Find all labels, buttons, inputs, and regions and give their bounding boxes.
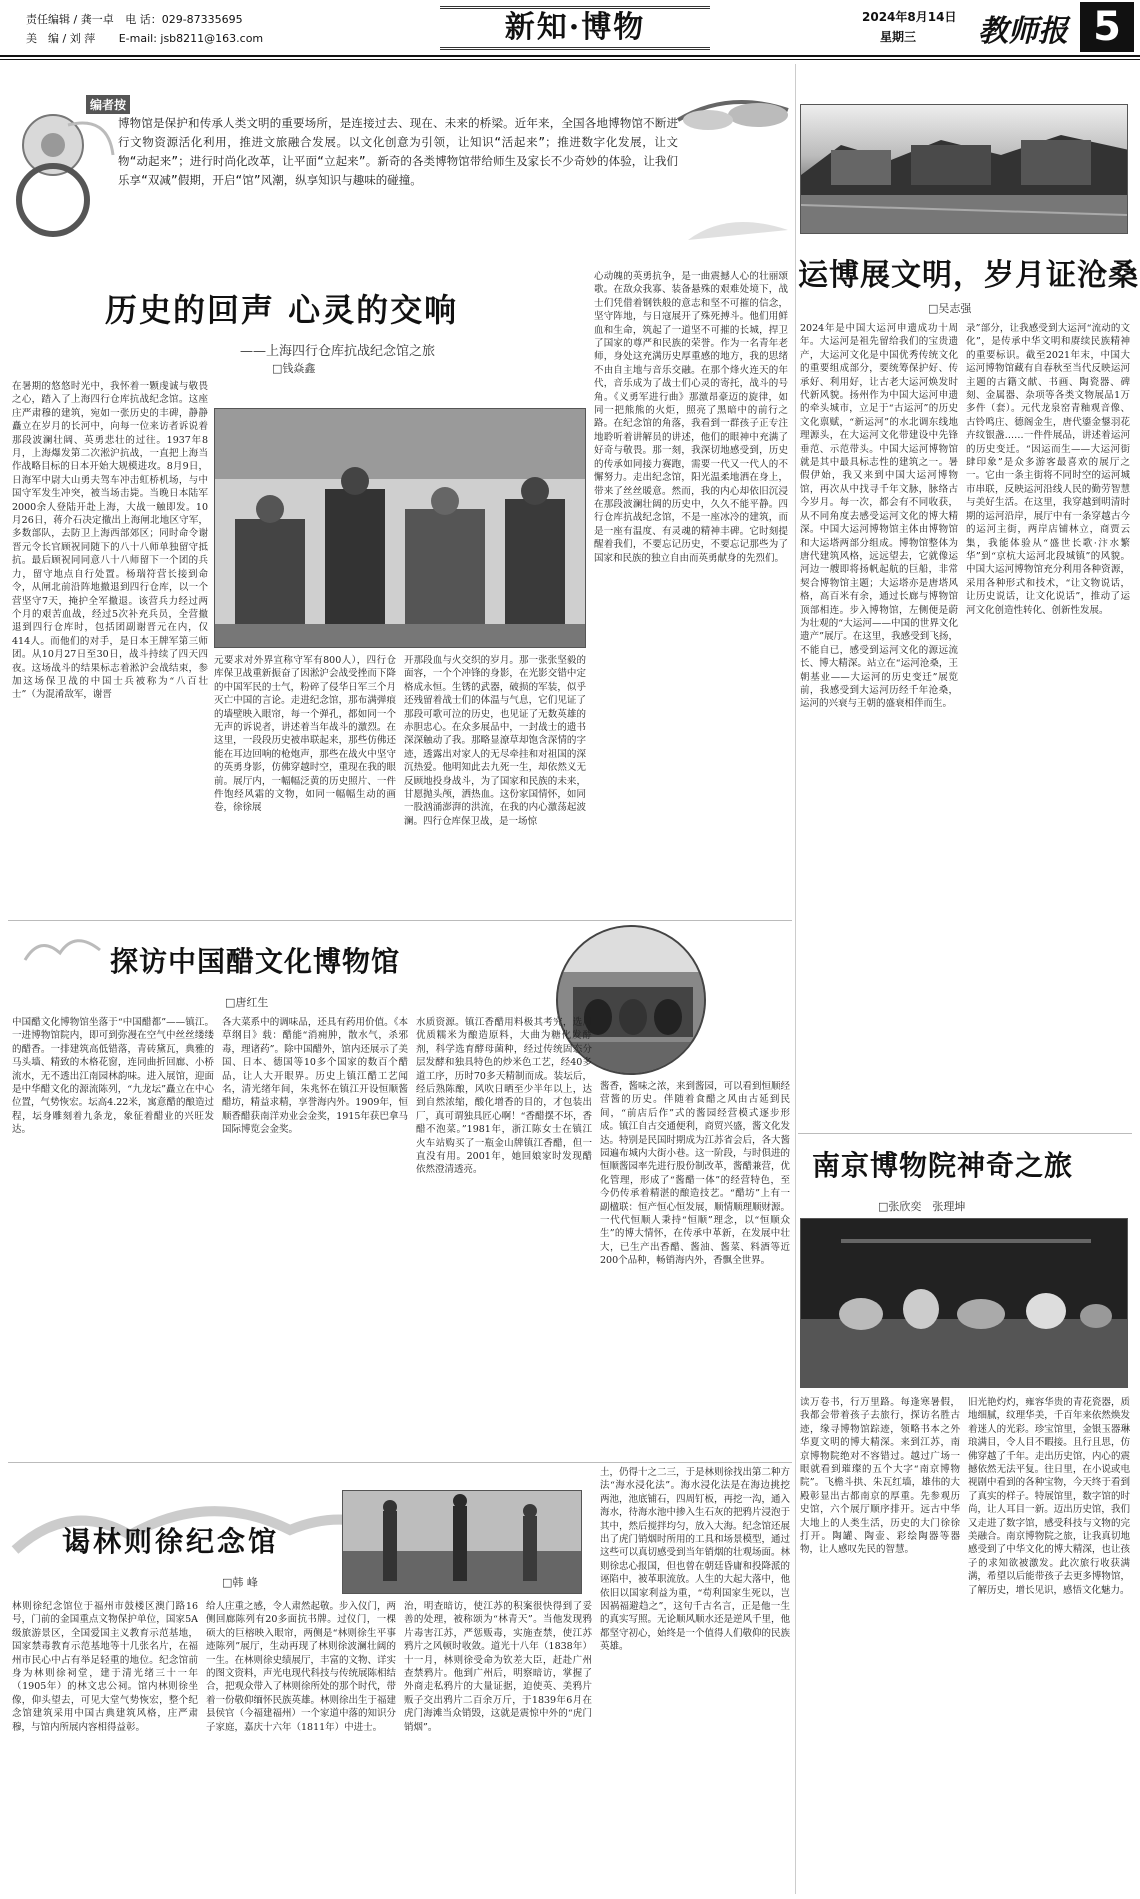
masthead-rule-thin (0, 59, 1140, 60)
article5-author: □韩 峰 (222, 1576, 258, 1589)
section-banner (440, 6, 710, 50)
article1-col1: 在暑期的悠悠时光中，我怀着一颗虔诚与敬畏之心，踏入了上海四行仓库抗战纪念馆。这座庄严肃穆的建筑，宛如一张历史的丰碑，静静矗立在岁月的长河中，向每一位来访者诉说着那段波澜壮阔、英勇悲壮的过往。1937年8月，上海爆发第二次淞沪抗战，一直把上海当作战略目标的日本开始大规模进攻。8月9日，日海军中尉大山勇夫驾车冲击虹桥机场，与中国守军发生冲突，被当场击毙。当晚日本陆军2000余人登陆开赴上海，大战一触即发。10月26日，蒋介石决定撤出上海闸北地区守军，多数部队，去防卫上海西部郊区；同时命令谢晋元令长官顾祝同随下的八十八师单独留守抵抗。最后顾祝同同意八十八师留下一个团的兵力，留守地点自行处置。杨瑞符营长接到命令，从闸北前沿阵地撤退到四行仓库，以一个营坚守7天，掩护全军撤退。该营兵力经过两个月的艰苦血战，经过5次补充兵员，全营撤退到四行仓库时，包括团副谢晋元在内，仅414人。而他们的对手，是日本王牌军第三师团。从10月27日至30日，战斗持续了四天四夜。这场战斗的结果标志着淞沪会战结束，参加这场保卫战的中国士兵被称为“八百壮士”（为混淆敌军，谢晋 (12, 381, 208, 701)
issue-date: 2024年8月14日 (862, 10, 957, 24)
issue-weekday: 星期三 (880, 30, 917, 44)
editor-name-2: 美 编 / 刘 萍 (26, 32, 96, 45)
article5-col4: 土，仍得十之二三，于是林则徐找出第二种方法“海水浸化法”。海水浸化法是在海边挑挖两池，池底铺石，四周钉板，再挖一沟，通入海水，待海水池中掺入生石灰的把鸦片浸泡于其中，然后搅拌均匀，放入大海。纪念馆还展出了虎门销烟时所用的工具和场景模型，通过这些可以真切感受到当年销烟的壮观场面。林则徐忠心报国，但也曾在朝廷昏庸和投降派的诬陷中，被革职流放。人生的大起大落中，他依旧以国家利益为重，“苟利国家生死以，岂因祸福避趋之”，这句千古名言，正是他一生的真实写照。无论顺风顺水还是逆风千里，他都坚守初心，始终是一个值得人们敬仰的民族英雄。 (600, 1467, 790, 1653)
editor-line-2 (26, 30, 263, 46)
article5-col3: 治，明查暗访，使江苏的积案很快得到了妥善的处理，被称颂为“林青天”。当他发现鸦片毒害江苏，严惩贩毒，实施查禁，使江苏鸦片之风顿时收敛。道光十八年（1838年）十一月，林则徐受命为钦差大臣，赶赴广州查禁鸦片。他到广州后，明察暗访，掌握了外商走私鸦片的大量证据，迫使英、美鸦片贩子交出鸦片二百余万斤，于1839年6月在虎门海滩当众销毁，这就是震惊中外的“虎门销烟”。 (404, 1601, 592, 1733)
masthead-rule (0, 55, 1140, 57)
warehouse-sculpture-photo (214, 408, 586, 648)
article5-col1: 林则徐纪念馆位于福州市鼓楼区澳门路16号，门前的金国重点文物保护单位，国家5A级旅游景区，全国爱国主义教育示范基地，国家禁毒教育示范基地等十几张名片，在福州市民心中占有举足轻重的地位。纪念馆前身为林则徐祠堂，建于清光绪三十一年（1905年）的林文忠公祠。馆内林则徐坐像，仰头望去，可见大堂气势恢宏，整个纪念馆建筑采用中国古典建筑风格，庄严肃穆，与馆内所展内容相得益彰。 (12, 1601, 198, 1733)
article4-title: 南京博物院神奇之旅 (812, 1149, 1074, 1182)
article4-col1: 读万卷书，行万里路。每逢寒暑假，我都会带着孩子去旅行，探访名胜古迹，缘寻博物馆踪迹，领略书本之外华夏文明的博大精深。来到江苏，南京博物院绝对不容错过。越过广场一眼就看到璀璨的五个大字“南京博物院”。飞檐斗拱、朱瓦红墙，雄伟的大殿彰显出古都南京的厚重。先参观历史馆，六个展厅顺序排开。远古中华大地上的人类生活，历史的大门徐徐打开。陶罐、陶壶、彩绘陶器等器物，让人感叹先民的智慧。 (800, 1397, 960, 1556)
section-title: 新知·博物 (504, 10, 646, 45)
article5-col2: 给人庄重之感，令人肃然起敬。步入仪门，两侧回廊陈列有20多面抗书牌。过仪门，一棵硕大的巨榕映入眼帘，两侧是“林则徐生平事迹陈列”展厅，生动再现了林则徐波澜壮阔的一生。在林则徐史绩展厅，丰富的文物、详实的图文资料，声光电现代科技与传统展陈相结合，把观众带入了林则徐所处的那个时代，带着一份敬仰缅怀民族英雄。林则徐出生于福建县侯官（今福建福州）一个家道中落的知识分子家庭，嘉庆十六年（1811年）中进士。 (206, 1601, 396, 1733)
column-separator (795, 64, 796, 1894)
article1-col3: 开那段血与火交织的岁月。那一张张坚毅的面容，一个个冲锋的身影，在光影交错中定格成永恒。生锈的武器，破损的军装，似乎还残留着战士们的体温与气息，它们见证了那段可歌可泣的历史，也见证了无数英雄的赤胆忠心。在众多展品中，一封战士的遗书深深触动了我。那略显潦草却饱含深情的字迹，透露出对家人的无尽牵挂和对祖国的深沉热爱。他明知此去九死一生，却依然义无反顾地投身战斗，为了国家和民族的未来，甘愿抛头颅，洒热血。这份家国情怀，如同一股汹涌澎湃的洪流，在我的内心激荡起波澜。四行仓库保卫战，是一场惊 (404, 655, 586, 827)
pine-illustration (668, 90, 793, 250)
nanjing-museum-photo (800, 1218, 1128, 1388)
article1-col4: 心动魄的英勇抗争，是一曲震撼人心的壮丽颂歌。在敌众我寡、装备悬殊的艰难处境下，战士们凭借着钢铁般的意志和坚不可摧的信念，坚守阵地，与日寇展开了殊死搏斗。他们用鲜血和生命，筑起了一道坚不可摧的长城，捍卫了国家的尊严和民族的荣誉。作为一名青年老师，身处这充满历史厚重感的地方，我的思绪不由自主地与音乐交融。在那个烽火连天的年代，音乐成为了战士们心灵的寄托，战斗的号角。《义勇军进行曲》那激昂豪迈的旋律，如同一把熊熊的火炬，照亮了黑暗中的前行之路。在纪念馆的角落，我看到一群孩子正专注地聆听着讲解员的讲述，他们的眼神中充满了好奇与敬畏。那一刻，我深切地感受到，历史的传承如同接力赛跑，需要一代又一代人的不懈努力。走出纪念馆，阳光温柔地洒在身上，带来了丝丝暖意。然而，我的内心却依旧沉浸在那段波澜壮阔的历史中，久久不能平静。四行仓库抗战纪念馆，不是一座冰冷的建筑，而是一座有温度、有灵魂的精神丰碑。它时刻提醒着我们，不要忘记历史，不要忘记那些为了国家和民族的独立自由而英勇献身的先烈们。 (594, 271, 788, 564)
article4-author: □张欣奕 张理坤 (878, 1200, 966, 1213)
article1-author: □钱焱鑫 (272, 362, 316, 375)
article2-col1: 2024年是中国大运河申遗成功十周年。大运河是祖先留给我们的宝贵遗产，大运河文化是中国优秀传统文化的重要组成部分，要统筹保护好、传承好、利用好，让古老大运河焕发时代新风貌。扬州作为中国大运河申遗的牵头城市，立足于“古运河”的历史文化禀赋，“新运河”的水北调东线地理源头，在大运河文化带建设中先锋垂范、示范带头。中国大运河博物馆就是其中最具标志性的建筑之一。暑假伊始，我又来到中国大运河博物馆，再次从中找寻千年文脉，脉络古今岁月。每一次，都会有不同收获，从不同角度去感受运河文化的博大精深。中国大运河博物馆主体由博物馆和大运塔两部分组成。博物馆整体为唐代建筑风格，远远望去，它就像运河边一艘即将扬帆起航的巨船，非常契合博物馆主题；大运塔亦是唐塔风格，高百米有余，通过长廊与博物馆顶部相连。步入博物馆，左侧便是蔚为壮观的“大运河——中国的世界文化遗产”展厅。在这里，我感受到飞扬，不能自已，感受到运河文化的源远流长、博大精深。站立在“运河沧桑，王朝基业——大运河的历史变迁”展览前，我感受到大运河历经千年沧桑，运河的兴衰与王朝的盛衰相伴而生。 (800, 323, 958, 710)
article2-title: 运博展文明，岁月证沧桑 (798, 258, 1139, 293)
lin-zexu-hall-photo (342, 1490, 582, 1594)
divider-article4 (798, 1133, 1132, 1134)
article3-col3: 水质资源。镇江香醋用料极其考究，选用优质糯米为酿造原料，大曲为糖化发酵剂，科学选育酵母菌种，经过传统固态分层发酵和独具特色的炒米色工艺，经40多道工序，历时70多天精制而成。装坛后，经后熟陈酿，风吹日晒至少半年以上，达到自然浓缩，酸化增香的目的，才包装出厂，真可谓独具匠心啊！“香醋摆不坏，香醋不泡菜。”1981年，浙江陈女士在镇江火车站购买了一瓶金山牌镇江香醋，但一直没有用。2001年，她回娘家时发现醋依然澄清透亮。 (416, 1017, 592, 1176)
article5-title: 谒林则徐纪念馆 (62, 1525, 280, 1558)
article1-subtitle: ——上海四行仓库抗战纪念馆之旅 (240, 344, 436, 359)
intro-text: 博物馆是保护和传承人类文明的重要场所，是连接过去、现在、未来的桥梁。近年来，全国各地博物馆不断进行文物资源活化利用，推进文旅融合发展。以文化创意为引领，让知识“活起来”；推进数字化发展，让文物“动起来”；进行时尚化改革，让平面“立起来”。新奇的各类博物馆带给师生及家长不少奇妙的体验，让我们乐享“双减”假期，开启“馆”风潮，纵享知识与趣味的碰撞。 (118, 116, 678, 187)
masthead (0, 0, 1140, 60)
newspaper-logo: 教师报 (978, 14, 1068, 49)
article3-col2: 各大菜系中的调味品，还具有药用价值。《本草纲目》载：醋能“消痈肿，散水气，杀邪毒，理诸药”。除中国醋外，馆内还展示了美国、日本、德国等10多个国家的数百个醋品，让人大开眼界。历史上镇江醋工艺闻名，清光绪年间，朱兆怀在镇江开设恒顺酱醋坊，精益求精，享誉海内外。1909年，恒顺香醋获南洋劝业会金奖，1915年获巴拿马国际博览会金奖。 (222, 1017, 408, 1136)
intro-tag: 编者按 (86, 95, 130, 114)
editor-line-1 (26, 11, 243, 27)
article4-col2: 旧光艳灼灼，雍容华贵的青花瓷器，质地细腻，纹理华美，千百年来依然焕发着迷人的光彩。珍宝馆里，金银玉器琳琅满目，令人目不暇接。且行且思，仿佛穿越了千年。走出历史馆，内心的震撼依然无法平复。往日里，在小说或电视剧中看到的各种宝物，今天终于看到了真实的样子。特展馆里，数字馆的时尚，让人耳目一新。迈出历史馆，我们又走进了数字馆，感受科技与文物的完美融合。南京博物院之旅，让我真切地感受到了中华文化的博大精深，也让孩子的求知欲被激发。此次旅行收获满满，希望以后能带孩子去更多博物馆，了解历史，增长见识，感悟文化魅力。 (968, 1397, 1130, 1596)
article3-col1: 中国醋文化博物馆坐落于“中国醋都”——镇江。一进博物馆院内，即可到弥漫在空气中丝丝缕缕的醋香。一排建筑高低错落，青砖黛瓦，典雅的马头墙、精致的木格花窗，连同曲折回廊、小桥流水，无不透出江南园林韵味。进入展馆，迎面是中华醋文化的源流陈列，“九龙坛”矗立在中心位置，气势恢宏。坛高4.22米，寓意醋的酿造过程，坛身雕刻着九条龙，象征着醋业的兴旺发达。 (12, 1017, 214, 1136)
article2-col2: 录”部分，让我感受到大运河“流动的文化”，是传承中华文明和赓续民族精神的重要标识。截至2021年末，中国大运河博物馆藏有自春秋至当代反映运河主题的古籍文献、书画、陶瓷器、碑刻、金属器、杂项等各类文物展品1万多件（套）。元代龙泉窑青釉观音像、古铃鸣庄、德阁金生，唐代鎏金鋬羽花卉纹银盏……一件件展品，讲述着运河的历史变迁。“因运而生——大运河街肆印象”是众多游客最喜欢的展厅之一。它由一条主街将不同时空的运河城市串联，反映运河沿线人民的勤劳智慧与美好生活。在这里，我穿越到明清时期的运河沿岸，展厅中有一条穿越古今的运河主街，两岸店铺林立，商贾云集，我能体验从“盛世长歌·汴水繁华”到“京杭大运河北段城镇”的风貌。中国大运河博物馆充分利用各种资源，采用各种形式和技术，“让文物说话，让历史说话，让文化说话”，推动了运河文化创造性转化、创新性发展。 (966, 323, 1130, 616)
article1-col2: 元要求对外界宣称守军有800人），四行仓库保卫战重新振奋了因淞沪会战受挫而下降的中国军民的士气，粉碎了侵华日军三个月灭亡中国的言论。走进纪念馆，那布满弹痕的墙壁映入眼帘，每一个弹孔，都如同一个无声的诉说者，讲述着当年战斗的激烈。在这里，一段段历史被串联起来，那些仿佛还能在耳边回响的枪炮声，那些在战火中坚守的英勇身影，仿佛穿越时空，重现在我的眼前。展厅内，一幅幅泛黄的历史照片、一件件饱经风霜的文物，如同一幅幅生动的画卷，徐徐展 (214, 655, 396, 814)
article2-author: □吴志强 (928, 302, 972, 315)
cloud-pattern-left (20, 925, 110, 975)
editor-name-1: 责任编辑 / 龚一卓 (26, 13, 114, 26)
divider-article5 (8, 1462, 792, 1463)
article3-author: □唐红生 (225, 996, 269, 1009)
door-knocker-illustration (8, 105, 118, 245)
canal-museum-photo (800, 104, 1128, 234)
editors-note (8, 80, 793, 260)
editor-phone: 电 话：029-87335695 (125, 13, 243, 26)
article1-title: 历史的回声 心灵的交响 (105, 291, 459, 329)
editor-email: E-mail: jsb8211@163.com (118, 32, 264, 45)
page-number: 5 (1080, 2, 1134, 52)
article3-title: 探访中国醋文化博物馆 (110, 945, 401, 978)
divider-article3 (8, 920, 792, 921)
article3-col4: 酱香，酱味之浓，来到酱园，可以看到恒顺经营酱的历史。伴随着食醋之风由古延到民间，“前店后作”式的酱园经营模式逐步形成。镇江自古交通便利，商贸兴盛，酱文化发达。特别是民国时期成为江苏省会后，各大酱园遍布城内大街小巷。这一阶段，与时俱进的恒顺酱园率先进行股份制改革，酱醋兼营，优化管理，形成了“酱醋一体”的经营特色，至今仍传承着精湛的酿造技艺。“醋坊”上有一副楹联：恒产恒心恒发展，顺情顺理顺财源。一代代恒顺人秉持“恒顺”理念，以“恒顺众生”的博大情怀，在传承中革新，在发展中壮大，已生产出香醋、酱油、酱菜、料酒等近200个品种，畅销海内外，香飘全世界。 (600, 1081, 790, 1267)
